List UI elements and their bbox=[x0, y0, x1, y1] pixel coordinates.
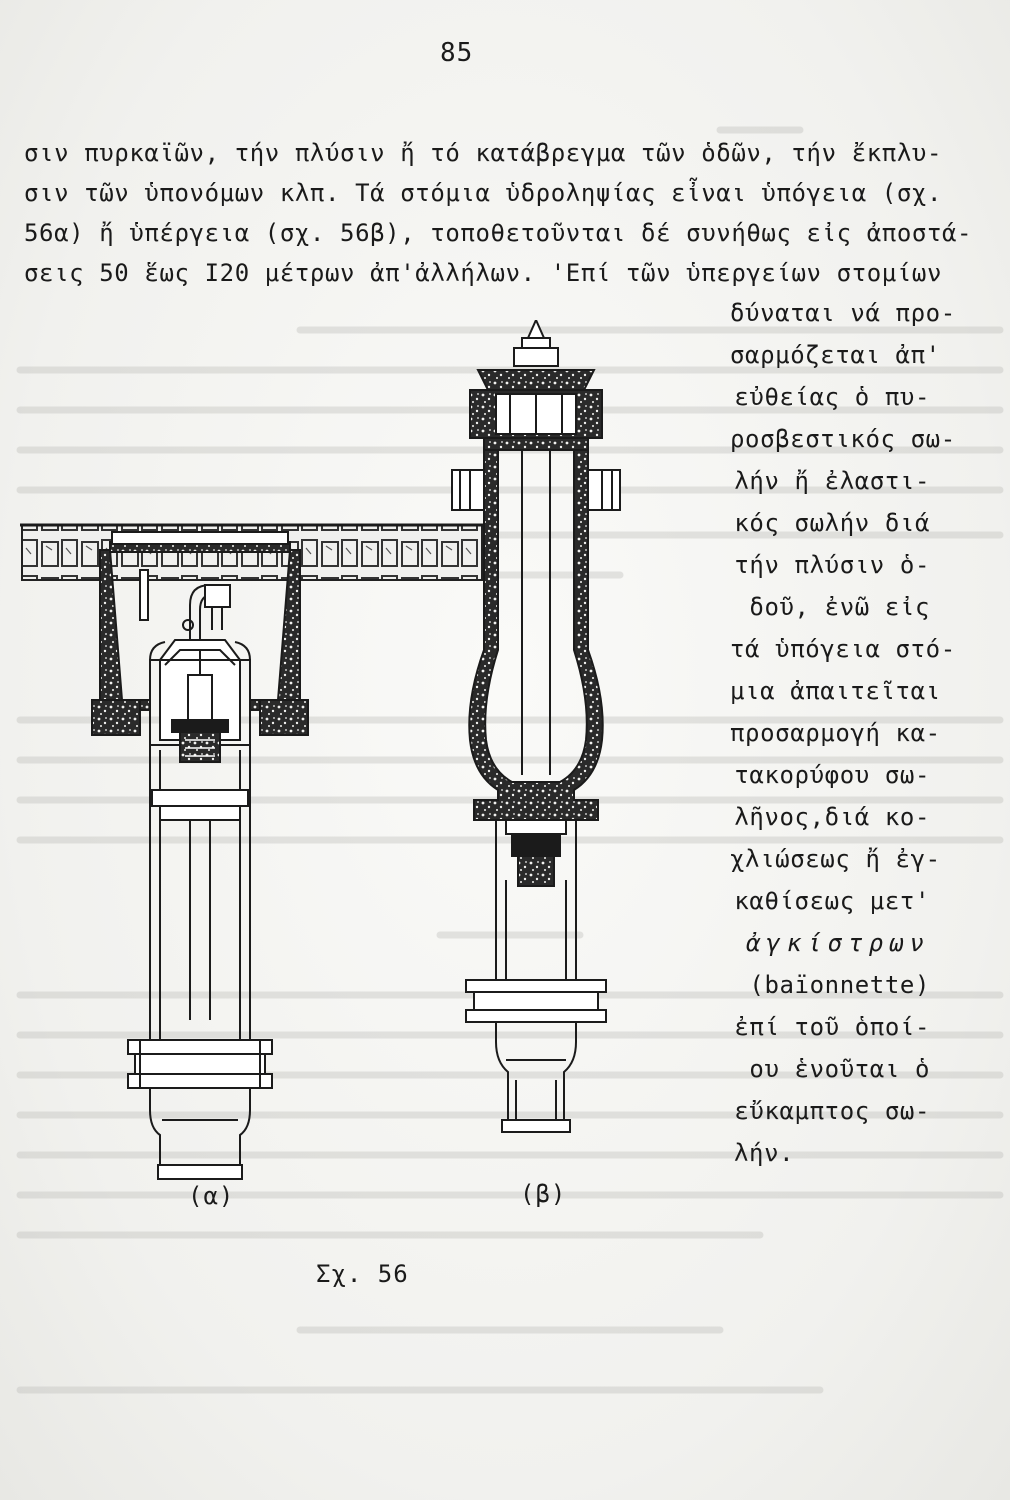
side-line: χλιώσεως ἤ ἐγ- bbox=[730, 845, 941, 873]
side-line: τακορύφου σω- bbox=[734, 761, 930, 789]
side-line: λῆνος,διά κο- bbox=[734, 803, 930, 831]
side-line: ἀγκίστρων bbox=[745, 929, 930, 957]
figure-caption: Σχ. 56 bbox=[316, 1260, 409, 1288]
paragraph-line: σιν τῶν ὑπονόμων κλπ. Τά στόμια ὑδροληψίας εἶναι ὑπόγεια (σχ. bbox=[24, 179, 943, 207]
side-line: προσαρμογή κα- bbox=[730, 719, 941, 747]
side-line: εὔκαμπτος σω- bbox=[734, 1097, 930, 1125]
side-line: κός σωλήν διά bbox=[734, 509, 930, 537]
side-line: σαρμόζεται ἀπ' bbox=[730, 341, 941, 369]
page-number: 85 bbox=[440, 38, 474, 68]
side-line: λήν. bbox=[734, 1139, 795, 1167]
paragraph-line: 56α) ἤ ὑπέργεια (σχ. 56β), τοποθετοῦνται δέ συνήθως εἰς ἀποστά- bbox=[24, 219, 973, 247]
hydrant-figure bbox=[0, 320, 740, 1300]
side-line: δύναται νά προ- bbox=[730, 299, 956, 327]
side-line: τά ὑπόγεια στό- bbox=[730, 635, 956, 663]
above-ground-hydrant-drawing bbox=[452, 320, 620, 1132]
side-line: τήν πλύσιν ὁ- bbox=[734, 551, 930, 579]
paragraph-line: σεις 50 ἕως I20 μέτρων ἀπ'ἀλλήλων. 'Επί τῶν ὑπεργείων στομίων bbox=[24, 259, 943, 287]
side-line: ροσβεστικός σω- bbox=[730, 425, 956, 453]
side-line: (baïonnette) bbox=[749, 971, 930, 999]
side-line: λήν ἤ ἐλαστι- bbox=[734, 467, 930, 495]
side-line: μια ἀπαιτεῖται bbox=[730, 677, 941, 705]
side-line: εὐθείας ὁ πυ- bbox=[734, 383, 930, 411]
figure-label-b: (β) bbox=[520, 1180, 567, 1208]
underground-hydrant-drawing bbox=[20, 525, 485, 1179]
figure-label-a: (α) bbox=[188, 1182, 235, 1210]
side-line: ου ἑνοῦται ὁ bbox=[749, 1055, 930, 1083]
side-line: καθίσεως μετ' bbox=[734, 887, 930, 915]
paragraph-line: σιν πυρκαϊῶν, τήν πλύσιν ἤ τό κατάβρεγμα τῶν ὁδῶν, τήν ἔκπλυ- bbox=[24, 139, 943, 167]
side-line: δοῦ, ἐνῶ εἰς bbox=[749, 593, 930, 621]
side-line: ἐπί τοῦ ὁποί- bbox=[734, 1013, 930, 1041]
